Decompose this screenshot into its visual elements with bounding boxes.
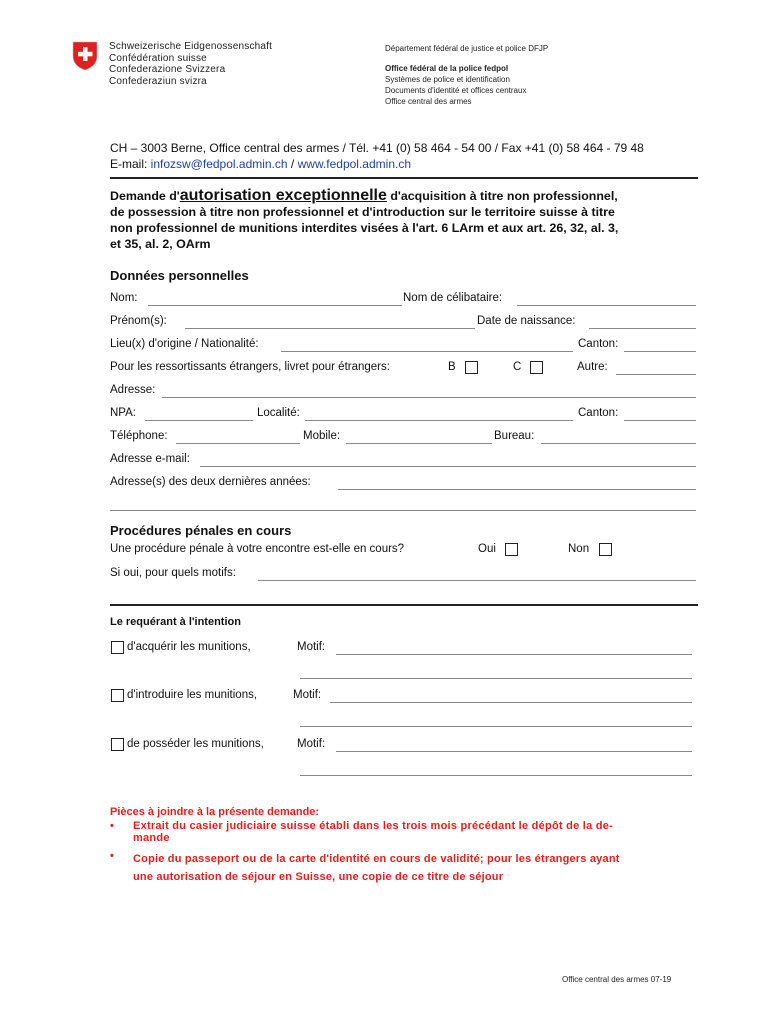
contact-separator: / <box>287 157 298 171</box>
title-line-4: et 35, al. 2, OArm <box>110 237 211 251</box>
introduire-motif-field-2[interactable] <box>300 726 692 727</box>
date-naissance-field[interactable] <box>589 328 696 329</box>
posseder-motif-field-2[interactable] <box>300 775 692 776</box>
attachment-item-2-line-1: Copie du passeport ou de la carte d'identité en cours de validité; pour les étrangers ayant <box>133 853 620 865</box>
motifs-label: Si oui, pour quels motifs: <box>110 567 236 579</box>
title-line-3: non professionnel de munitions interdites visées à l'art. 6 LArm et aux art. 26, 32, al. 3, <box>110 221 619 235</box>
confederation-de: Schweizerische Eidgenossenschaft <box>109 41 273 52</box>
adresses-precedentes-field-1[interactable] <box>338 489 696 490</box>
lieu-origine-label: Lieu(x) d'origine / Nationalité: <box>110 338 259 350</box>
title-suffix: d'acquisition à titre non professionnel, <box>386 189 618 203</box>
website-link[interactable]: www.fedpol.admin.ch <box>297 157 411 171</box>
contact-email-line <box>110 156 644 172</box>
email-address-label: Adresse e-mail: <box>110 453 190 465</box>
title-emphasis: autorisation exceptionnelle <box>179 187 387 204</box>
canton-field-1[interactable] <box>624 351 696 352</box>
attachments-heading: Pièces à joindre à la présente demande: <box>110 806 320 818</box>
adresses-precedentes-field-2[interactable] <box>110 510 696 511</box>
nom-celibataire-label: Nom de célibataire: <box>403 292 503 304</box>
canton-field-2[interactable] <box>624 420 696 421</box>
confederation-names <box>109 41 272 87</box>
title-prefix: Demande d' <box>110 189 180 203</box>
non-label: Non <box>568 543 590 555</box>
office-name: Office fédéral de la police fedpol <box>385 64 509 73</box>
attachment-item-1 <box>133 820 698 844</box>
introduire-label: d'introduire les munitions, <box>127 689 258 701</box>
mobile-label: Mobile: <box>303 430 341 442</box>
intention-divider <box>110 604 698 606</box>
permit-b-label: B <box>448 361 456 373</box>
bullet-icon: • <box>110 850 114 862</box>
email-label: E-mail: <box>110 157 151 171</box>
adresses-precedentes-label: Adresse(s) des deux dernières années: <box>110 476 311 488</box>
bureau-field[interactable] <box>541 443 696 444</box>
canton-label-1: Canton: <box>578 338 619 350</box>
attachment-item-1-line-1: Extrait du casier judiciaire suisse établi dans les trois mois précédant le dépôt de la de- <box>133 820 614 832</box>
attachment-item-2-line-2: une autorisation de séjour en Suisse, une copie de ce titre de séjour <box>133 871 504 883</box>
swiss-cross-shield-icon <box>72 41 98 71</box>
footer-text: Office central des armes 07-19 <box>562 975 672 984</box>
confederation-fr: Confédération suisse <box>109 52 207 64</box>
personal-data-heading: Données personnelles <box>110 268 249 283</box>
title-line-1 <box>110 188 700 204</box>
penal-heading: Procédures pénales en cours <box>110 523 292 538</box>
date-naissance-label: Date de naissance: <box>477 315 576 327</box>
acquerir-checkbox[interactable] <box>111 641 124 654</box>
oui-checkbox[interactable] <box>505 543 518 556</box>
telephone-field[interactable] <box>176 443 300 444</box>
confederation-it: Confederazione Svizzera <box>109 64 226 75</box>
posseder-label: de posséder les munitions, <box>127 738 264 750</box>
office-line-3: Office central des armes <box>385 97 472 106</box>
telephone-label: Téléphone: <box>110 430 168 442</box>
acquerir-label: d'acquérir les munitions, <box>127 641 251 653</box>
title-divider <box>110 177 698 179</box>
office-block <box>385 63 526 107</box>
introduire-checkbox[interactable] <box>111 689 124 702</box>
ressortissants-label: Pour les ressortissants étrangers, livret pour étrangers: <box>110 361 390 373</box>
contact-block <box>110 140 644 172</box>
oui-label: Oui <box>478 543 496 555</box>
attachment-item-1-line-2: mande <box>133 832 170 844</box>
npa-field[interactable] <box>145 420 253 421</box>
non-checkbox[interactable] <box>599 543 612 556</box>
attachment-item-2 <box>133 850 698 886</box>
mobile-field[interactable] <box>346 443 492 444</box>
autre-field[interactable] <box>616 374 696 375</box>
acquerir-motif-label: Motif: <box>297 641 326 653</box>
localite-label: Localité: <box>257 407 300 419</box>
form-title <box>110 188 700 252</box>
permit-b-checkbox[interactable] <box>465 361 478 374</box>
confederation-rm: Confederaziun svizra <box>109 75 207 87</box>
posseder-checkbox[interactable] <box>111 738 124 751</box>
permit-c-label: C <box>513 361 522 373</box>
nom-label: Nom: <box>110 292 138 304</box>
prenom-field[interactable] <box>185 328 475 329</box>
office-line-2: Documents d'identité et offices centraux <box>385 86 527 95</box>
lieu-origine-field[interactable] <box>281 351 573 352</box>
intention-heading: Le requérant à l'intention <box>110 616 241 628</box>
penal-question: Une procédure pénale à votre encontre est-elle en cours? <box>110 543 405 555</box>
prenom-label: Prénom(s): <box>110 315 167 327</box>
nom-field[interactable] <box>148 305 402 306</box>
autre-label: Autre: <box>577 361 608 373</box>
acquerir-motif-field-2[interactable] <box>300 678 692 679</box>
acquerir-motif-field-1[interactable] <box>336 654 692 655</box>
email-address-field[interactable] <box>200 466 696 467</box>
contact-address-phone: CH – 3003 Berne, Office central des armes / Tél. +41 (0) 58 464 - 54 00 / Fax +41 (0) 58 464 - 79 48 <box>110 141 644 155</box>
title-line-2: de possession à titre non professionnel et d'introduction sur le territoire suisse à titre <box>110 205 615 219</box>
nom-celibataire-field[interactable] <box>517 305 696 306</box>
localite-field[interactable] <box>305 420 573 421</box>
bureau-label: Bureau: <box>494 430 535 442</box>
canton-label-2: Canton: <box>578 407 619 419</box>
npa-label: NPA: <box>110 407 136 419</box>
adresse-field[interactable] <box>162 397 696 398</box>
posseder-motif-field-1[interactable] <box>336 751 692 752</box>
posseder-motif-label: Motif: <box>297 738 326 750</box>
introduire-motif-label: Motif: <box>293 689 322 701</box>
bullet-icon: • <box>110 820 114 832</box>
email-link[interactable]: infozsw@fedpol.admin.ch <box>150 157 288 171</box>
office-line-1: Systèmes de police et identification <box>385 75 510 84</box>
introduire-motif-field-1[interactable] <box>330 702 692 703</box>
adresse-label: Adresse: <box>110 384 156 396</box>
department-name: Département fédéral de justice et police DFJP <box>385 44 549 53</box>
motifs-field[interactable] <box>258 580 696 581</box>
permit-c-checkbox[interactable] <box>530 361 543 374</box>
